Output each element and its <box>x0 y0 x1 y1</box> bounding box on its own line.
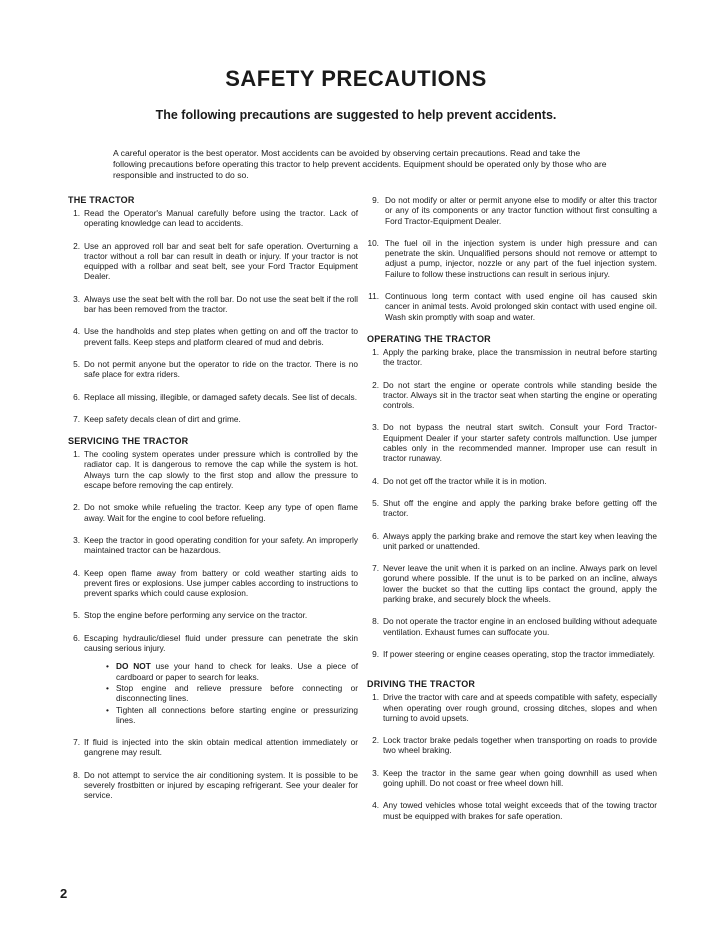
item-text: The fuel oil in the injection system is under high pressure and can penetrate the skin. Unqualified persons should not remove or attempt to adjust a pump, injector, nozzle or any part of the fuel injection system. Failure to follow these instructions can result in serious injury. <box>385 237 657 279</box>
list-item <box>367 347 657 368</box>
item-text: Apply the parking brake, place the transmission in neutral before starting the tractor. <box>383 346 657 368</box>
servicing-list <box>68 449 358 800</box>
list-item <box>367 735 657 756</box>
item-text: Keep safety decals clean of dirt and grime. <box>84 413 241 424</box>
item-text: Use the handholds and step plates when getting on and off the tractor to prevent falls. Keep steps and platform cleared of mud and debris. <box>84 326 358 347</box>
item-text: If power steering or engine ceases operating, stop the tractor immediately. <box>383 648 655 659</box>
item-text: Use an approved roll bar and seat belt for safe operation. Overturning a tractor without a roll bar can result in death or injury. If your tractor is not equipped with a rollbar and seat belt, see your Ford Tractor Equipment Dealer. <box>84 240 358 282</box>
list-item <box>367 476 657 486</box>
section-heading-operating: OPERATING THE TRACTOR <box>367 333 491 344</box>
item-number: 4. <box>372 475 379 486</box>
intro-paragraph: A careful operator is the best operator. Most accidents can be avoided by observing certain precautions. Read and take the following precautions before operating this tractor to help prevent accidents. Equipment should be operated only by those who are responsible and instructed to do so. <box>113 148 607 180</box>
page-subtitle: The following precautions are suggested to help prevent accidents. <box>155 108 557 122</box>
list-item <box>68 502 358 523</box>
item-text: Always apply the parking brake and remove the start key when leaving the unit parked or unattended. <box>383 530 657 551</box>
bullet-icon: • <box>106 704 109 715</box>
item-number: 5. <box>73 358 80 369</box>
item-number: 2. <box>372 735 379 746</box>
page-title: SAFETY PRECAUTIONS <box>225 66 487 91</box>
item-number: 5. <box>372 497 379 508</box>
item-text: Continuous long term contact with used engine oil has caused skin cancer in animal tests. Avoid prolonged skin contact with used engine oil. Wash skin promptly with soap and water. <box>385 291 657 322</box>
bullet-text: Stop engine and relieve pressure before connecting or disconnecting lines. <box>116 682 358 704</box>
list-item <box>68 359 358 380</box>
bullet-text: Tighten all connections before starting engine or pressurizing lines. <box>116 704 358 725</box>
item-text: If fluid is injected into the skin obtain medical attention immediately or gangrene may result. <box>84 737 358 758</box>
item-number: 6. <box>372 530 379 541</box>
list-item <box>68 414 358 424</box>
item-text: Do not get off the tractor while it is in motion. <box>383 475 547 486</box>
list-item <box>68 208 358 229</box>
page-number: 2 <box>60 886 68 901</box>
list-item <box>367 531 657 552</box>
item-text: Keep the tractor in good operating condition for your safety. An improperly maintained tractor can be hazardous. <box>84 534 358 556</box>
item-text: Do not permit anyone but the operator to ride on the tractor. There is no safe place for extra riders. <box>84 358 358 380</box>
item-number: 3. <box>73 293 80 304</box>
bullet-text: use your hand to check for leaks. Use a piece of cardboard or paper to search for leaks. <box>116 661 359 682</box>
list-item <box>367 291 657 322</box>
item-number: 9. <box>372 648 379 659</box>
item-number: 3. <box>73 534 80 545</box>
list-item <box>68 241 358 282</box>
list-item <box>367 563 657 604</box>
item-text: Do not operate the tractor engine in an enclosed building without adequate ventilation. Exhaust fumes can suffocate you. <box>383 616 657 637</box>
item-number: 8. <box>372 616 379 627</box>
item-number: 11. <box>368 291 379 302</box>
item-text: Drive the tractor with care and at speeds compatible with safety, especially when operating over rough ground, crossing ditches, slopes and when turning to avoid upsets. <box>383 692 657 723</box>
item-text: Escaping hydraulic/diesel fluid under pressure can penetrate the skin causing serious injury. <box>84 632 358 654</box>
list-item <box>367 238 657 279</box>
item-text: Keep open flame away from battery or cold weather starting aids to prevent fires or explosions. Use jumper cables according to instructions to prevent sparks which could cause explosion. <box>84 567 358 599</box>
bullet-item <box>106 705 358 726</box>
item-number: 3. <box>372 422 379 433</box>
item-number: 10. <box>367 237 379 248</box>
list-item <box>367 768 657 789</box>
list-item <box>68 568 358 599</box>
item-text: Stop the engine before performing any service on the tractor. <box>84 610 308 621</box>
bullet-icon: • <box>106 661 109 672</box>
item-number: 7. <box>73 413 80 424</box>
item-text: Shut off the engine and apply the parking brake before getting off the tractor. <box>383 497 657 519</box>
item-number: 1. <box>372 346 379 357</box>
bullet-emphasis: DO NOT <box>116 661 151 672</box>
list-item <box>367 195 657 226</box>
item-number: 2. <box>73 240 80 251</box>
list-item <box>68 449 358 490</box>
item-number: 1. <box>372 692 379 703</box>
item-number: 4. <box>73 326 80 337</box>
list-item <box>367 649 657 659</box>
list-item <box>68 392 358 402</box>
item-number: 9. <box>372 195 379 205</box>
list-item <box>68 633 358 725</box>
list-item <box>367 498 657 519</box>
item-number: 7. <box>73 737 80 748</box>
list-item <box>68 326 358 347</box>
bullet-icon: • <box>106 682 109 693</box>
list-item <box>367 800 657 821</box>
item-text: Any towed vehicles whose total weight exceeds that of the towing tractor must be equipped with brakes for safe operation. <box>383 800 657 821</box>
item-number: 1. <box>73 208 80 218</box>
item-text: Always use the seat belt with the roll bar. Do not use the seat belt if the roll bar has been removed from the tractor. <box>84 293 358 315</box>
item-text: Never leave the unit when it is parked on an incline. Always park on level gorund where possible. If the unut is to be parked on an incline, always lower the bucket so that the cutting lips contact the ground, apply the parking brake, and securely block the wheels. <box>383 563 657 605</box>
section-heading-driving: DRIVING THE TRACTOR <box>367 679 476 690</box>
item-number: 2. <box>372 379 379 390</box>
item-text: Lock tractor brake pedals together when transporting on roads to provide two wheel braking. <box>383 735 657 756</box>
item-number: 6. <box>73 391 80 402</box>
list-item <box>367 616 657 637</box>
list-item <box>68 535 358 556</box>
list-item <box>68 294 358 315</box>
item-number: 6. <box>73 632 80 643</box>
list-item <box>367 692 657 723</box>
right-column <box>367 195 657 833</box>
list-item <box>68 610 358 620</box>
item-number: 4. <box>73 567 80 578</box>
item-text: The cooling system operates under pressure which is controlled by the radiator cap. It is dangerous to remove the cap while the system is hot. Always turn the cap slowly to the first stop and allow the pressure to escape before removing the cap entirely. <box>84 449 358 491</box>
list-item <box>68 770 358 801</box>
item-text: Do not start the engine or operate controls while standing beside the tractor. Always sit in the tractor seat when starting the engine or operating controls. <box>383 379 657 411</box>
item-number: 8. <box>73 769 80 780</box>
item-text: Keep the tractor in the same gear when going downhill as used when going uphill. Do not coast or free wheel down hill. <box>383 767 657 788</box>
list-item <box>367 422 657 463</box>
item-number: 1. <box>73 449 80 460</box>
section-heading-servicing: SERVICING THE TRACTOR <box>68 436 189 447</box>
item-number: 3. <box>372 767 379 778</box>
bullet-list <box>84 661 358 725</box>
item-number: 5. <box>73 610 80 621</box>
tractor-list-continued <box>367 195 657 322</box>
item-number: 7. <box>372 563 379 574</box>
item-text: Do not bypass the neutral start switch. Consult your Ford Tractor-Equipment Dealer if your starter safety controls malfunction. Use jumper cables only in the recommended manner. Improper use can result in tractor runaway. <box>383 422 657 464</box>
item-number: 4. <box>372 800 379 811</box>
driving-list <box>367 692 657 821</box>
bullet-item <box>106 683 358 704</box>
item-number: 2. <box>73 502 80 513</box>
item-text: Read the Operator's Manual carefully before using the tractor. Lack of operating knowledge can lead to accidents. <box>84 208 358 229</box>
list-item <box>68 737 358 758</box>
item-text: Do not smoke while refueling the tractor. Keep any type of open flame away. Wait for the engine to cool before refueling. <box>84 502 358 523</box>
tractor-list <box>68 208 358 424</box>
section-heading-tractor: THE TRACTOR <box>68 195 135 205</box>
item-text: Replace all missing, illegible, or damaged safety decals. See list of decals. <box>84 391 358 402</box>
item-text: Do not modify or alter or permit anyone else to modify or alter this tractor or any of its components or any tractor function without first consulting a Ford Tractor-Equipment Dealer. <box>385 195 657 226</box>
left-column <box>68 195 358 813</box>
list-item <box>367 380 657 411</box>
item-text: Do not attempt to service the air conditioning system. It is possible to be severely frostbitten or injured by escaping refrigerant. See your dealer for service. <box>84 769 358 801</box>
bullet-item <box>106 661 358 682</box>
operating-list <box>367 347 657 659</box>
